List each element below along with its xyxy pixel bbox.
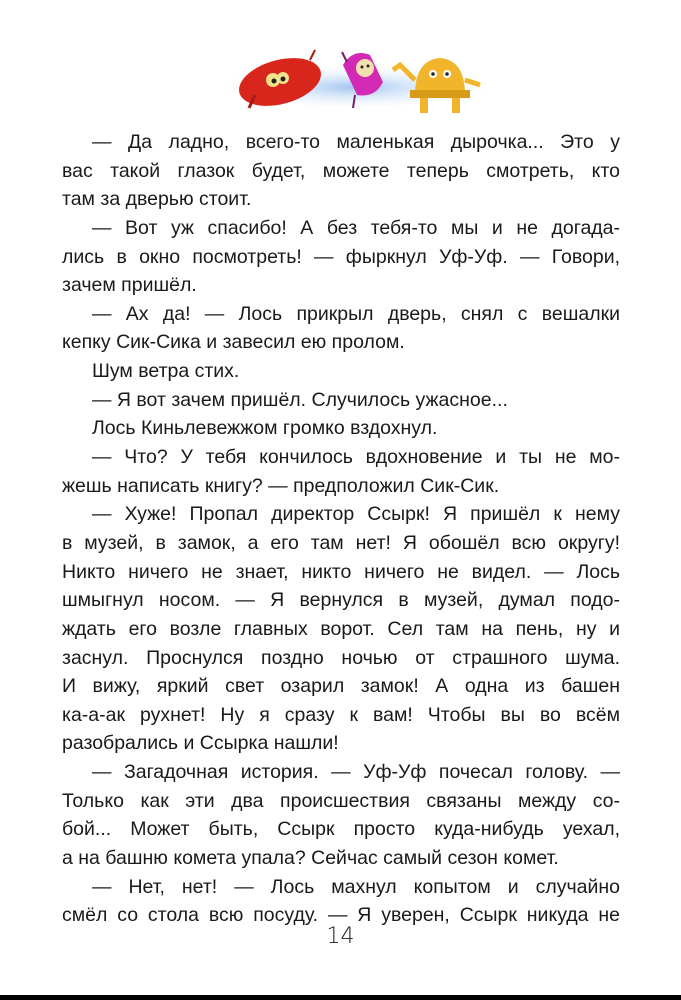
- text-line: — Что? У тебя кончилось вдохновение и ты не мо-: [92, 446, 620, 469]
- text-line: — Я вот зачем пришёл. Случилось ужасное...: [92, 388, 508, 411]
- text-line: заснул. Проснулся поздно ночью от страшного шума.: [62, 646, 620, 669]
- text-line: лись в окно посмотреть! — фыркнул Уф-Уф. — Говори,: [62, 245, 620, 268]
- text-line: — Ах да! — Лось прикрыл дверь, снял с вешалки: [92, 302, 620, 325]
- body-text: [62, 128, 620, 930]
- text-line: шмыгнул носом. — Я вернулся в музей, думал подо-: [62, 589, 620, 612]
- text-line: вас такой глазок будет, можете теперь смотреть, кто: [62, 159, 620, 182]
- text-line: бой... Может быть, Ссырк просто куда-нибудь уехал,: [62, 818, 620, 841]
- text-line: кепку Сик-Сика и завесил ею пролом.: [62, 331, 405, 354]
- page-number: 14: [326, 924, 355, 949]
- text-line: в музей, в замок, а его там нет! Я обошёл всю округу!: [62, 531, 620, 554]
- text-line: Никто ничего не знает, никто ничего не видел. — Лось: [62, 560, 620, 583]
- text-line: Шум ветра стих.: [92, 360, 240, 383]
- text-line: смёл со стола всю посуду. — Я уверен, Ссырк никуда не: [62, 904, 620, 927]
- text-line: Лось Киньлевежжом громко вздохнул.: [92, 417, 438, 440]
- text-line: а на башню комета упала? Сейчас самый сезон комет.: [62, 847, 559, 870]
- text-line: — Хуже! Пропал директор Ссырк! Я пришёл к нему: [92, 503, 620, 526]
- text-line: И вижу, яркий свет озарил замок! А одна из башен: [62, 675, 620, 698]
- text-line: ка-а-ак рухнет! Ну я сразу к вам! Чтобы вы во всём: [62, 703, 620, 726]
- text-line: зачем пришёл.: [62, 274, 197, 297]
- text-line: там за дверью стоит.: [62, 188, 252, 211]
- text-line: Только как эти два происшествия связаны между со-: [62, 789, 620, 812]
- text-line: — Да ладно, всего-то маленькая дырочка... Это у: [92, 131, 620, 153]
- text-line: жешь написать книгу? — предположил Сик-Сик.: [62, 474, 500, 497]
- text-line: — Нет, нет! — Лось махнул копытом и случайно: [92, 875, 620, 898]
- text-line: разобрались и Ссырка нашли!: [62, 732, 339, 755]
- text-line: ждать его возле главных ворот. Сел там на пень, ну и: [62, 617, 620, 640]
- text-line: — Загадочная история. — Уф-Уф почесал голову. —: [92, 761, 620, 784]
- bottom-border: [0, 995, 681, 1000]
- text-line: — Вот уж спасибо! А без тебя-то мы и не догада-: [92, 216, 620, 239]
- alien-characters-illustration: [225, 40, 485, 115]
